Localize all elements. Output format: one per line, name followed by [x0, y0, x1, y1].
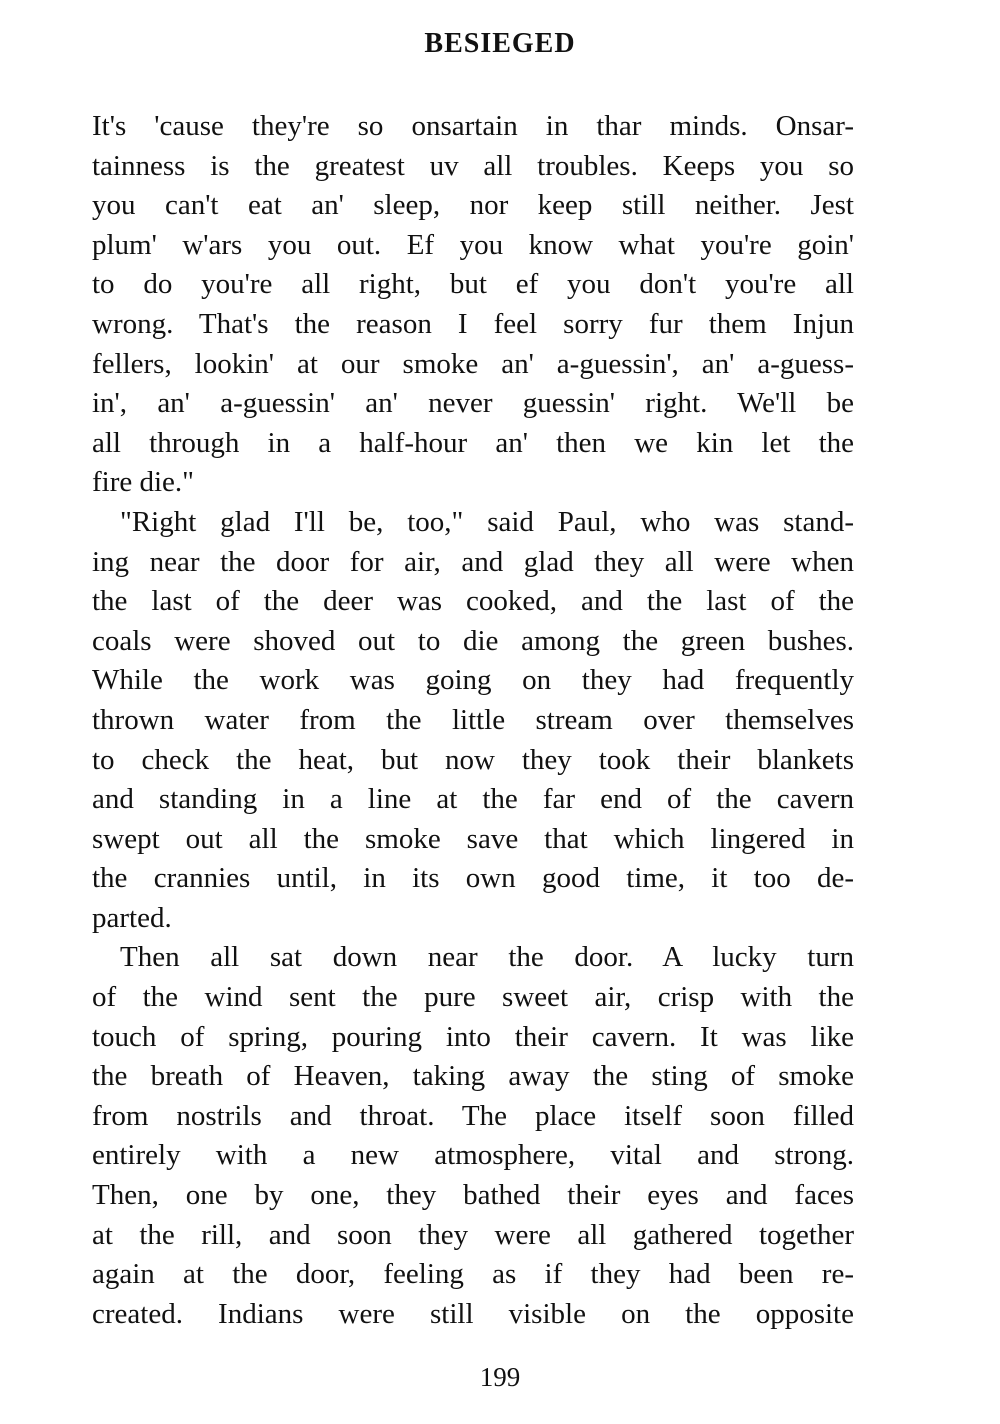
body-text [92, 107, 854, 1334]
text-line: of the wind sent the pure sweet air, crisp with the [92, 981, 854, 1014]
text-line: all through in a half-hour an' then we kin let the [92, 426, 854, 459]
text-line: ing near the door for air, and glad they all were when [92, 545, 854, 578]
text-line: swept out all the smoke save that which lingered in [92, 822, 854, 855]
text-line: at the rill, and soon they were all gathered together [92, 1218, 854, 1251]
text-line: thrown water from the little stream over themselves [92, 703, 854, 736]
text-line: created. Indians were still visible on the opposite [92, 1297, 854, 1330]
text-line: Then all sat down near the door. A lucky turn [120, 941, 854, 974]
text-line: the last of the deer was cooked, and the last of the [92, 585, 854, 618]
text-line: the breath of Heaven, taking away the sting of smoke [92, 1060, 854, 1093]
text-line: from nostrils and throat. The place itself soon filled [92, 1099, 854, 1132]
text-line: Then, one by one, they bathed their eyes and faces [92, 1179, 854, 1212]
page-number: 199 [479, 1362, 521, 1392]
text-line: the crannies until, in its own good time, it too de- [92, 862, 854, 895]
text-line: and standing in a line at the far end of the cavern [92, 783, 854, 816]
text-line: fire die." [92, 466, 195, 499]
text-line: again at the door, feeling as if they had been re- [92, 1258, 854, 1291]
text-line: you can't eat an' sleep, nor keep still neither. Jest [92, 189, 854, 222]
text-line: tainness is the greatest uv all troubles. Keeps you so [92, 149, 854, 182]
text-line: plum' w'ars you out. Ef you know what you're goin' [92, 228, 854, 261]
text-line: entirely with a new atmosphere, vital and strong. [92, 1139, 854, 1172]
text-line: It's 'cause they're so onsartain in thar minds. Onsar- [92, 110, 854, 142]
text-line: fellers, lookin' at our smoke an' a-guessin', an' a-guess- [92, 347, 854, 380]
text-line: coals were shoved out to die among the green bushes. [92, 624, 854, 657]
running-head: BESIEGED [424, 28, 576, 59]
text-line: touch of spring, pouring into their cavern. It was like [92, 1020, 854, 1053]
text-line: While the work was going on they had frequently [92, 664, 854, 697]
text-line: to do you're all right, but ef you don't you're all [92, 268, 854, 301]
text-line: to check the heat, but now they took their blankets [92, 743, 854, 776]
text-line: "Right glad I'll be, too," said Paul, who was stand- [120, 505, 854, 538]
text-line: parted. [92, 901, 172, 934]
text-line: wrong. That's the reason I feel sorry fur them Injun [92, 307, 854, 340]
text-line: in', an' a-guessin' an' never guessin' right. We'll be [92, 387, 854, 420]
